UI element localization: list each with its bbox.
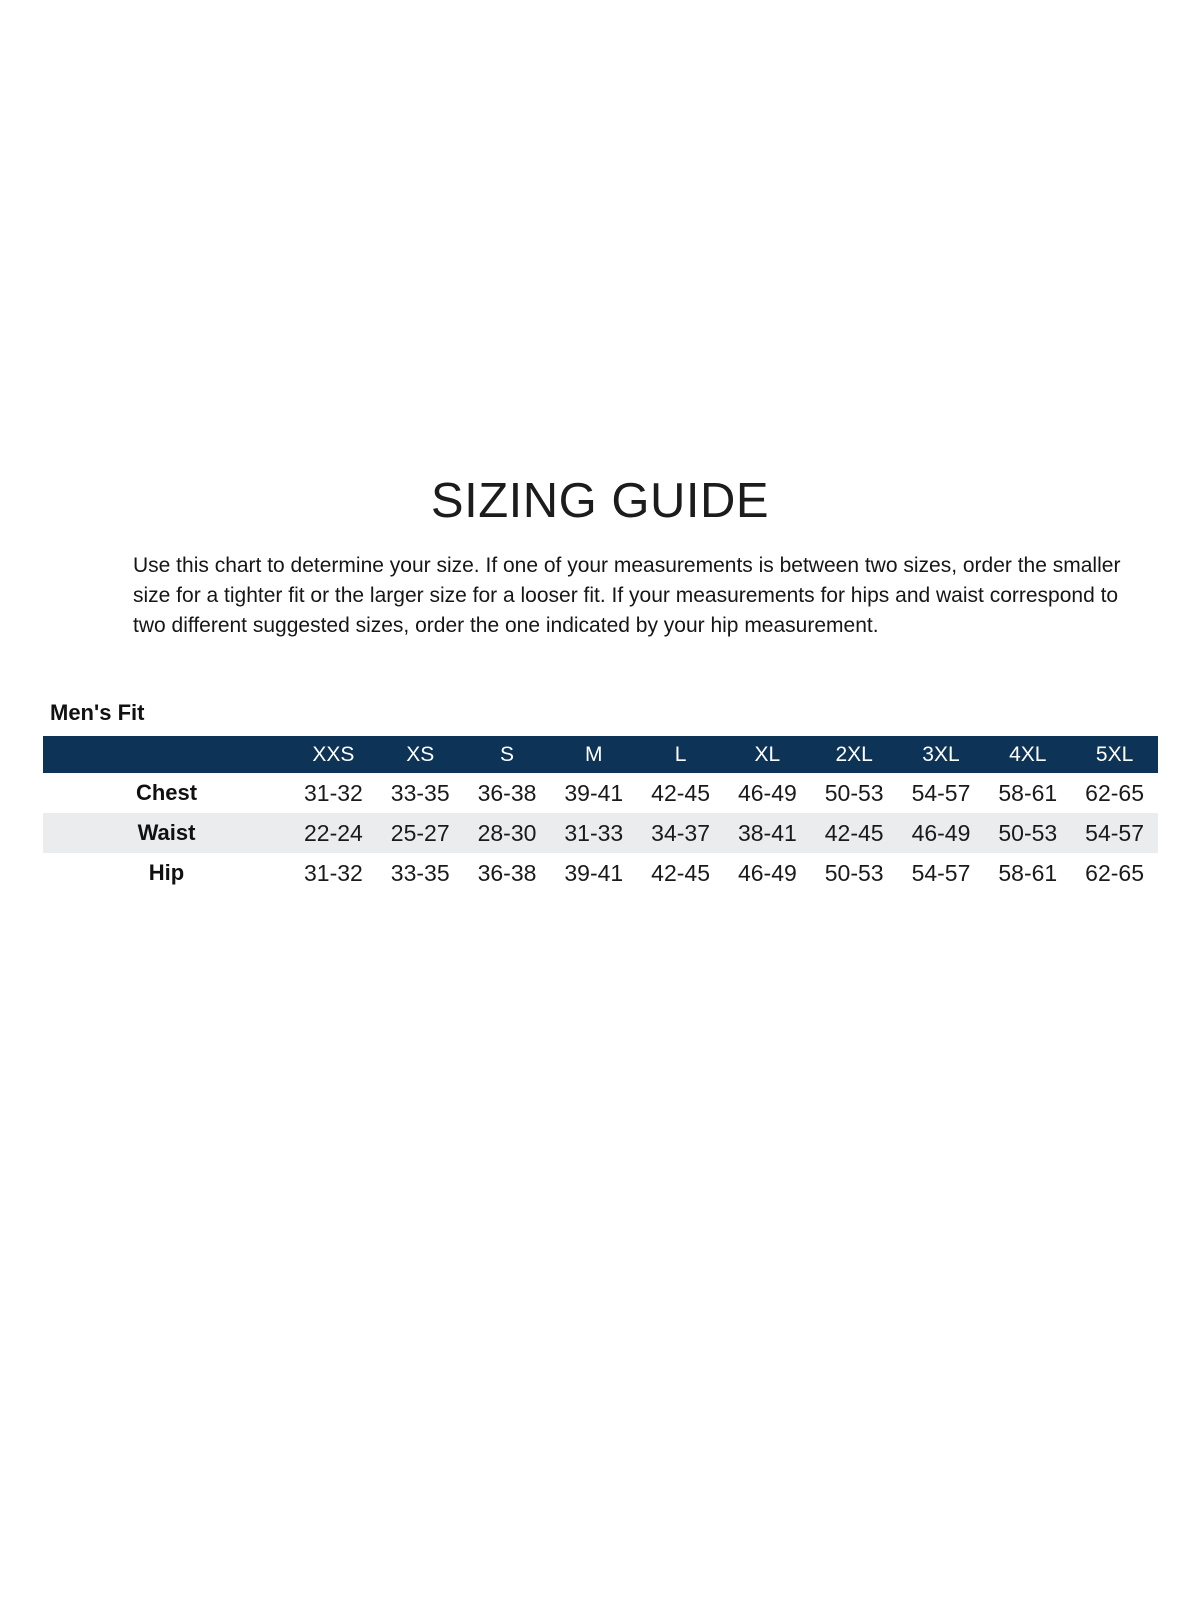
size-cell-waist-s: 28-30: [477, 819, 537, 846]
size-cell-chest-m: 39-41: [564, 779, 624, 806]
size-column-header-l: L: [637, 736, 724, 773]
table-row-chest: [43, 773, 1158, 813]
row-label-hip: Hip: [148, 860, 185, 885]
size-cell-chest-2xl: 50-53: [824, 779, 884, 806]
corner-cell: [43, 736, 290, 773]
intro-text: [133, 551, 1121, 641]
size-cell-hip-3xl: 54-57: [911, 859, 971, 886]
size-cell-chest-4xl: 58-61: [998, 779, 1058, 806]
size-cell-hip-2xl: 50-53: [824, 859, 884, 886]
size-cell-waist-xxs: 22-24: [303, 819, 363, 846]
size-cell-waist-m: 31-33: [564, 819, 624, 846]
size-cell-chest-xxs: 31-32: [303, 779, 363, 806]
size-cell-waist-4xl: 50-53: [998, 819, 1058, 846]
size-column-header-2xl: 2XL: [811, 736, 898, 773]
size-column-header-xs: XS: [377, 736, 464, 773]
size-cell-chest-5xl: 62-65: [1085, 779, 1144, 806]
size-cell-hip-xl: 46-49: [737, 859, 797, 886]
size-cell-hip-s: 36-38: [477, 859, 537, 886]
intro-line-1: Use this chart to determine your size. If one of your measurements is between two sizes, order the smaller: [133, 554, 1121, 577]
page-title: SIZING GUIDE: [430, 474, 770, 528]
size-table-header: [43, 736, 1158, 773]
size-cell-hip-4xl: 58-61: [998, 859, 1058, 886]
size-cell-waist-l: 34-37: [651, 819, 710, 846]
row-label-waist: Waist: [137, 820, 196, 845]
size-cell-hip-xs: 33-35: [390, 859, 450, 886]
size-table: [43, 736, 1158, 893]
size-cell-waist-3xl: 46-49: [911, 819, 971, 846]
size-column-header-4xl: 4XL: [984, 736, 1071, 773]
section-label-mens-fit: Men's Fit: [50, 700, 145, 725]
size-column-header-xl: XL: [724, 736, 811, 773]
intro-line-3: two different suggested sizes, order the one indicated by your hip measurement.: [133, 614, 879, 637]
size-cell-waist-xl: 38-41: [737, 819, 797, 846]
size-cell-chest-s: 36-38: [477, 779, 537, 806]
size-cell-waist-xs: 25-27: [390, 819, 450, 846]
size-cell-waist-5xl: 54-57: [1085, 819, 1144, 846]
size-table-body: [43, 773, 1158, 893]
size-column-header-3xl: 3XL: [898, 736, 985, 773]
size-cell-hip-5xl: 62-65: [1085, 859, 1144, 886]
size-column-header-xxs: XXS: [290, 736, 377, 773]
size-column-header-5xl: 5XL: [1071, 736, 1158, 773]
size-cell-chest-xs: 33-35: [390, 779, 450, 806]
table-row-waist: [43, 813, 1158, 853]
size-cell-hip-xxs: 31-32: [303, 859, 363, 886]
size-column-header-s: S: [464, 736, 551, 773]
size-cell-chest-l: 42-45: [651, 779, 710, 806]
size-table-head-row: [43, 736, 1158, 773]
size-cell-chest-xl: 46-49: [737, 779, 797, 806]
table-row-hip: [43, 853, 1158, 893]
size-cell-hip-m: 39-41: [564, 859, 624, 886]
size-cell-waist-2xl: 42-45: [824, 819, 884, 846]
row-label-chest: Chest: [135, 780, 198, 805]
size-cell-chest-3xl: 54-57: [911, 779, 971, 806]
intro-line-2: size for a tighter fit or the larger size for a looser fit. If your measurements for hips and waist correspond to: [133, 584, 1119, 607]
size-column-header-m: M: [550, 736, 637, 773]
size-cell-hip-l: 42-45: [651, 859, 710, 886]
